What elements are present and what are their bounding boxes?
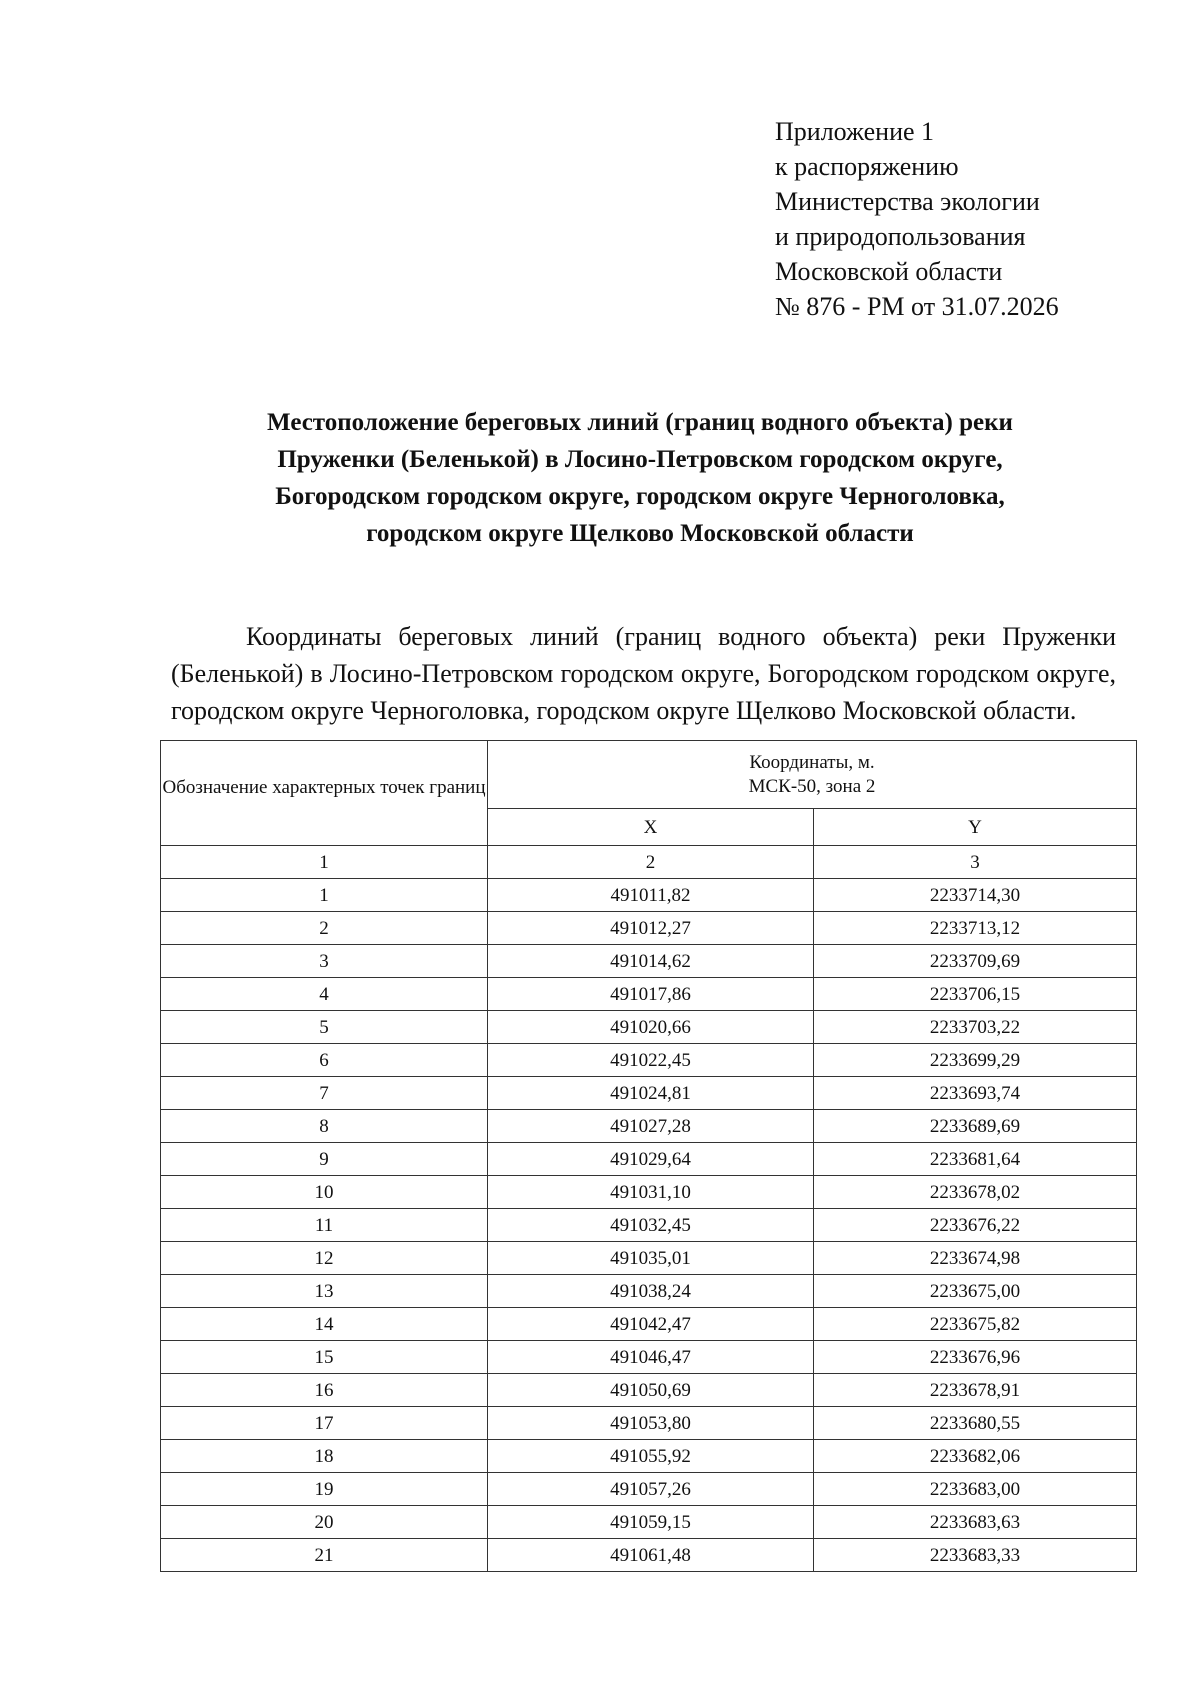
- title-line: городском округе Щелково Московской области: [366, 520, 914, 547]
- point-number-cell: 19: [161, 1473, 488, 1506]
- table-row: [161, 1011, 1137, 1044]
- point-number-cell: 15: [161, 1341, 488, 1374]
- column-number: 2: [488, 846, 814, 879]
- y-coordinate-cell: 2233693,74: [814, 1077, 1137, 1110]
- point-number-cell: 4: [161, 978, 488, 1011]
- point-number-cell: 12: [161, 1242, 488, 1275]
- x-coordinate-cell: 491035,01: [488, 1242, 814, 1275]
- x-coordinate-cell: 491050,69: [488, 1374, 814, 1407]
- x-coordinate-cell: 491046,47: [488, 1341, 814, 1374]
- point-number-cell: 9: [161, 1143, 488, 1176]
- table-row: [161, 1506, 1137, 1539]
- y-coordinate-cell: 2233699,29: [814, 1044, 1137, 1077]
- y-coordinate-cell: 2233683,33: [814, 1539, 1137, 1572]
- x-coordinate-cell: 491042,47: [488, 1308, 814, 1341]
- table-row: [161, 1077, 1137, 1110]
- document-title: [160, 404, 1120, 552]
- point-number-cell: 21: [161, 1539, 488, 1572]
- appendix-line: Министерства экологии: [775, 187, 1040, 216]
- point-number-cell: 17: [161, 1407, 488, 1440]
- point-number-cell: 16: [161, 1374, 488, 1407]
- x-coordinate-cell: 491038,24: [488, 1275, 814, 1308]
- intro-paragraph: Координаты береговых линий (границ водного объекта) реки Пруженки (Беленькой) в Лосино-Петровском городском округе, Богородском городском округе, городском округе Черноголовка, городском округе Щелково Московской области.: [171, 622, 1116, 725]
- coordinates-system-line: МСК-50, зона 2: [748, 775, 876, 797]
- appendix-line: Приложение 1: [775, 117, 935, 146]
- coordinates-table: [160, 740, 1137, 1572]
- table-header-row: [161, 741, 1137, 809]
- table-row: [161, 1308, 1137, 1341]
- x-coordinate-cell: 491029,64: [488, 1143, 814, 1176]
- table-row: [161, 1539, 1137, 1572]
- column-number-row: [161, 846, 1137, 879]
- y-coordinate-cell: 2233678,91: [814, 1374, 1137, 1407]
- x-coordinate-cell: 491024,81: [488, 1077, 814, 1110]
- x-coordinate-cell: 491014,62: [488, 945, 814, 978]
- y-coordinate-cell: 2233676,22: [814, 1209, 1137, 1242]
- point-designation-header: Обозначение характерных точек границ: [161, 741, 488, 846]
- y-coordinate-cell: 2233706,15: [814, 978, 1137, 1011]
- table-row: [161, 1374, 1137, 1407]
- appendix-line: к распоряжению: [775, 152, 959, 181]
- point-number-cell: 2: [161, 912, 488, 945]
- x-coordinate-cell: 491031,10: [488, 1176, 814, 1209]
- x-coordinate-cell: 491027,28: [488, 1110, 814, 1143]
- x-coordinate-cell: 491011,82: [488, 879, 814, 912]
- table-row: [161, 1143, 1137, 1176]
- x-coordinate-cell: 491022,45: [488, 1044, 814, 1077]
- appendix-line: № 876 - РМ от 31.07.2026: [775, 292, 1059, 321]
- appendix-block: [775, 114, 1059, 324]
- coordinates-header: [488, 741, 1137, 809]
- x-coordinate-cell: 491059,15: [488, 1506, 814, 1539]
- y-coordinate-cell: 2233675,00: [814, 1275, 1137, 1308]
- x-coordinate-cell: 491032,45: [488, 1209, 814, 1242]
- appendix-line: Московской области: [775, 257, 1003, 286]
- table-row: [161, 1341, 1137, 1374]
- point-number-cell: 10: [161, 1176, 488, 1209]
- x-coordinate-cell: 491017,86: [488, 978, 814, 1011]
- y-coordinate-cell: 2233681,64: [814, 1143, 1137, 1176]
- point-number-cell: 8: [161, 1110, 488, 1143]
- point-number-cell: 14: [161, 1308, 488, 1341]
- table-row: [161, 1440, 1137, 1473]
- table-row: [161, 1275, 1137, 1308]
- point-number-cell: 5: [161, 1011, 488, 1044]
- table-row: [161, 1242, 1137, 1275]
- y-coordinate-cell: 2233689,69: [814, 1110, 1137, 1143]
- point-number-cell: 1: [161, 879, 488, 912]
- x-coordinate-cell: 491061,48: [488, 1539, 814, 1572]
- y-coordinate-cell: 2233675,82: [814, 1308, 1137, 1341]
- table-row: [161, 1044, 1137, 1077]
- x-coordinate-cell: 491055,92: [488, 1440, 814, 1473]
- y-coordinate-cell: 2233674,98: [814, 1242, 1137, 1275]
- y-coordinate-cell: 2233680,55: [814, 1407, 1137, 1440]
- table-row: [161, 912, 1137, 945]
- point-number-cell: 20: [161, 1506, 488, 1539]
- x-coordinate-cell: 491012,27: [488, 912, 814, 945]
- table-row: [161, 1473, 1137, 1506]
- point-number-cell: 7: [161, 1077, 488, 1110]
- x-coordinate-cell: 491020,66: [488, 1011, 814, 1044]
- y-coordinate-cell: 2233683,00: [814, 1473, 1137, 1506]
- table-row: [161, 879, 1137, 912]
- point-number-cell: 3: [161, 945, 488, 978]
- table-row: [161, 1110, 1137, 1143]
- table-row: [161, 1209, 1137, 1242]
- y-coordinate-cell: 2233678,02: [814, 1176, 1137, 1209]
- y-header: Y: [814, 809, 1137, 846]
- appendix-line: и природопользования: [775, 222, 1026, 251]
- y-coordinate-cell: 2233703,22: [814, 1011, 1137, 1044]
- title-line: Местоположение береговых линий (границ водного объекта) реки: [267, 409, 1013, 436]
- x-coordinate-cell: 491057,26: [488, 1473, 814, 1506]
- column-number: 3: [814, 846, 1137, 879]
- coordinates-header-line: Координаты, м.: [749, 751, 875, 773]
- table-body: [161, 879, 1137, 1572]
- point-number-cell: 11: [161, 1209, 488, 1242]
- table-row: [161, 1407, 1137, 1440]
- table-row: [161, 1176, 1137, 1209]
- y-coordinate-cell: 2233713,12: [814, 912, 1137, 945]
- column-number: 1: [161, 846, 488, 879]
- y-coordinate-cell: 2233683,63: [814, 1506, 1137, 1539]
- y-coordinate-cell: 2233676,96: [814, 1341, 1137, 1374]
- title-line: Пруженки (Беленькой) в Лосино-Петровском городском округе,: [277, 446, 1003, 473]
- title-line: Богородском городском округе, городском округе Черноголовка,: [275, 483, 1005, 510]
- x-header: X: [488, 809, 814, 846]
- point-number-cell: 13: [161, 1275, 488, 1308]
- table-row: [161, 945, 1137, 978]
- table-row: [161, 978, 1137, 1011]
- y-coordinate-cell: 2233714,30: [814, 879, 1137, 912]
- point-number-cell: 18: [161, 1440, 488, 1473]
- point-number-cell: 6: [161, 1044, 488, 1077]
- x-coordinate-cell: 491053,80: [488, 1407, 814, 1440]
- y-coordinate-cell: 2233709,69: [814, 945, 1137, 978]
- y-coordinate-cell: 2233682,06: [814, 1440, 1137, 1473]
